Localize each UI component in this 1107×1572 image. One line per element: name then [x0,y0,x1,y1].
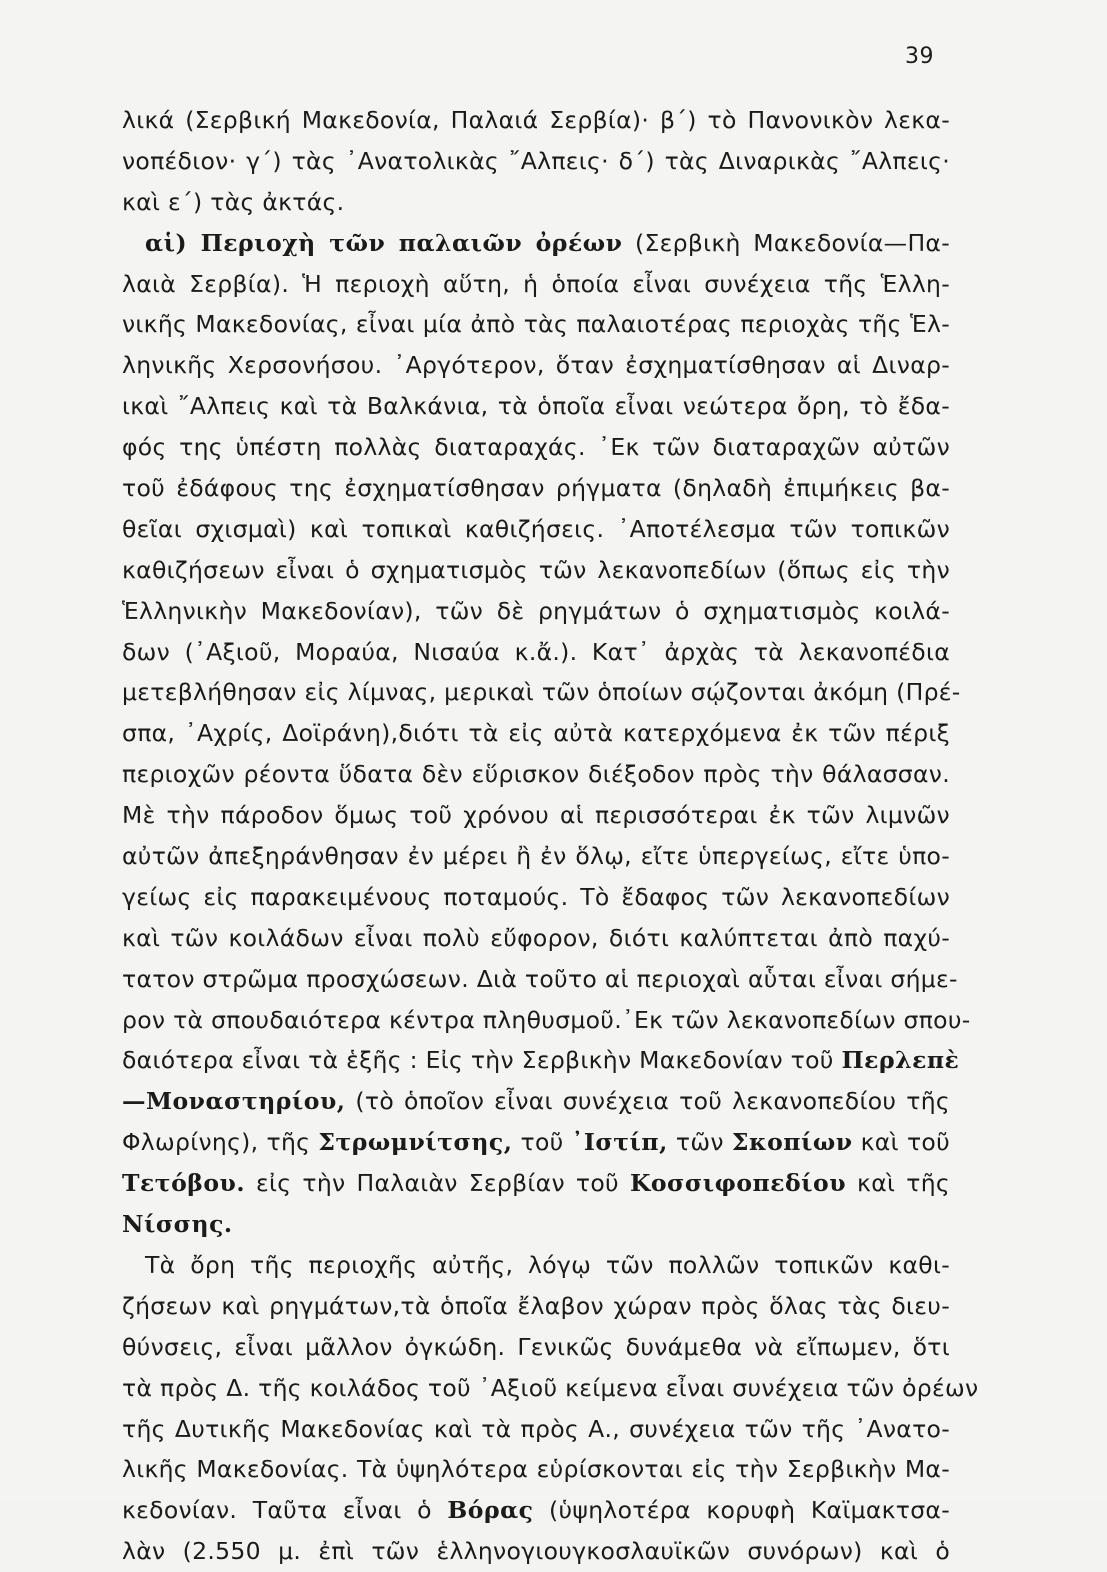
text-segment: (Σερβικὴ Μακεδονία—Πα- [622,228,950,257]
bold-term: αἱ) Περιοχὴ τῶν παλαιῶν ὀρέων [145,228,623,257]
text-segment: δων (᾿Αξιοῦ, Μοραύα, Νισαύα κ.ἄ.). Κατ᾿ ἀρχὰς τὰ λεκανοπέδια [122,637,950,666]
bold-term: Κοσσιφοπεδίου [629,1169,847,1198]
text-segment: λικῆς Μακεδονίας. Τὰ ὑψηλότερα εὑρίσκονται εἰς τὴν Σερβικὴν Μα- [122,1455,950,1484]
text-line [122,959,958,1000]
text-line [122,1327,950,1368]
bold-term: Σκοπίων [731,1128,853,1157]
text-segment: Ἑλληνικὴν Μακεδονίαν), τῶν δὲ ρηγμάτων ὁ σχηματισμὸς κοιλά- [122,596,950,625]
text-segment: αὐτῶν ἀπεξηράνθησαν ἐν μέρει ἢ ἐν ὅλῳ, εἴτε ὑπεργείως, εἴτε ὑπο- [122,842,950,871]
text-line [122,918,950,959]
text-line [122,427,950,468]
text-segment: φός της ὑπέστη πολλὰς διαταραχάς. ᾿Εκ τῶν διαταραχῶν αὐτῶν [122,433,950,462]
text-line [122,304,950,345]
text-segment: (ὑψηλοτέρα κορυφὴ Καϊμακτσα- [533,1496,950,1525]
text-segment: Μὲ τὴν πάροδον ὅμως τοῦ χρόνου αἱ περισσότεραι ἐκ τῶν λιμνῶν [122,801,950,830]
text-segment: θύνσεις, εἶναι μᾶλλον ὀγκώδη. Γενικῶς δυνάμεθα νὰ εἴπωμεν, ὅτι [122,1332,950,1361]
text-line [122,1409,950,1450]
text-line [122,836,950,877]
text-line [122,182,950,223]
text-line [122,1163,950,1204]
bold-term: Τετόβου. [122,1169,246,1198]
text-segment: δαιότερα εἶναι τὰ ἑξῆς : Εἰς τὴν Σερβικὴν Μακεδονίαν τοῦ [122,1046,842,1075]
text-segment: καὶ τῆς [846,1169,950,1198]
text-segment: ρον τὰ σπουδαιότερα κέντρα πληθυσμοῦ.᾿Εκ τῶν λεκανοπεδίων σπου- [122,1005,971,1034]
text-line [122,1204,950,1245]
text-segment: θεῖαι σχισμαὶ) καὶ τοπικαὶ καθιζήσεις. ᾿Αποτέλεσμα τῶν τοπικῶν [122,514,950,543]
text-line [122,795,950,836]
text-line [122,509,950,550]
text-line [122,713,950,754]
bold-term: Νίσσης. [122,1210,233,1239]
text-segment: νικῆς Μακεδονίας, εἶναι μία ἀπὸ τὰς παλαιοτέρας περιοχὰς τῆς Ἑλ- [122,310,950,339]
text-line [122,100,950,141]
text-line [122,1368,979,1409]
text-segment: καὶ ε΄) τὰς ἀκτάς. [122,187,345,216]
text-segment: γείως εἰς παρακειμένους ποταμούς. Τὸ ἔδαφος τῶν λεκανοπεδίων [122,882,950,911]
text-line [122,754,950,795]
text-line [122,672,961,713]
bold-term: Βόρας [447,1496,534,1525]
text-line [122,264,950,305]
bold-term: Στρωμνίτσης, [318,1128,513,1157]
text-line [122,1000,971,1041]
text-segment: τοῦ ἐδάφους της ἐσχηματίσθησαν ρήγματα (δηλαδὴ ἐπιμήκεις βα- [122,474,950,503]
text-segment: περιοχῶν ρέοντα ὕδατα δὲν εὕρισκον διέξοδον πρὸς τὴν θάλασσαν. [122,760,950,789]
text-line [122,1040,960,1081]
text-segment: τῆς Δυτικῆς Μακεδονίας καὶ τὰ πρὸς Α., συνέχεια τῶν τῆς ᾿Ανατο- [122,1414,950,1443]
text-line [122,1490,950,1531]
text-line [122,468,950,509]
text-segment: σπα, ᾿Αχρίς, Δοϊράνη),διότι τὰ εἰς αὐτὰ κατερχόμενα ἐκ τῶν πέριξ [122,719,950,748]
text-segment: καὶ τοῦ [852,1128,950,1157]
text-segment: λὰν (2.550 μ. ἐπὶ τῶν ἑλληνογιουγκοσλαυϊκῶν συνόρων) καὶ ὁ [122,1537,950,1566]
page-number: 39 [905,44,934,69]
bold-term: Περλεπὲ [841,1046,960,1075]
text-segment: ικαὶ ῎Αλπεις καὶ τὰ Βαλκάνια, τὰ ὁποῖα εἶναι νεώτερα ὄρη, τὸ ἔδα- [122,392,950,421]
text-segment: καθιζήσεων εἶναι ὁ σχηματισμὸς τῶν λεκανοπεδίων (ὅπως εἰς τὴν [122,555,950,584]
text-segment: καὶ τῶν κοιλάδων εἶναι πολὺ εὔφορον, διότι καλύπτεται ἀπὸ παχύ- [122,923,950,952]
text-line [122,1122,950,1163]
text-line [122,223,950,264]
text-line [122,386,950,427]
text-line [122,1286,950,1327]
body-text [122,100,979,1572]
text-segment: εἰς τὴν Παλαιὰν Σερβίαν τοῦ [245,1169,630,1198]
text-segment: τοῦ [512,1128,572,1157]
text-segment: νοπέδιον· γ΄) τὰς ᾿Ανατολικὰς ῎Αλπεις· δ΄) τὰς Διναρικὰς ῎Αλπεις· [122,146,950,175]
text-line [122,591,950,632]
bold-term: —Μοναστηρίου, [122,1087,346,1116]
text-segment: λικά (Σερβική Μακεδονία, Παλαιά Σερβία)· β΄) τὸ Πανονικὸν λεκα- [122,106,950,134]
text-line [122,1531,950,1572]
text-segment: Φλωρίνης), τῆς [122,1128,319,1157]
text-segment: Τὰ ὄρη τῆς περιοχῆς αὐτῆς, λόγῳ τῶν πολλῶν τοπικῶν καθι- [145,1250,950,1279]
text-segment: κεδονίαν. Ταῦτα εἶναι ὁ [122,1496,448,1525]
text-segment: ληνικῆς Χερσονήσου. ᾿Αργότερον, ὅταν ἐσχηματίσθησαν αἱ Διναρ- [122,351,950,380]
text-line [122,1245,950,1286]
text-line [122,877,950,918]
text-line [122,1449,950,1490]
text-segment: τῶν [667,1128,732,1157]
text-segment: λαιὰ Σερβία). Ἡ περιοχὴ αὕτη, ἡ ὁποία εἶναι συνέχεια τῆς Ἑλλη- [122,269,950,298]
text-line [122,632,950,673]
text-line [122,1081,950,1122]
text-segment: τὰ πρὸς Δ. τῆς κοιλάδος τοῦ ᾿Αξιοῦ κείμενα εἶναι συνέχεια τῶν ὀρέων [122,1373,979,1402]
text-segment: τατον στρῶμα προσχώσεων. Διὰ τοῦτο αἱ περιοχαὶ αὗται εἶναι σήμε- [122,964,958,993]
bold-term: ᾿Ιστίπ, [571,1128,668,1157]
text-segment: μετεβλήθησαν εἰς λίμνας, μερικαὶ τῶν ὁποίων σῴζονται ἀκόμη (Πρέ- [122,678,961,707]
text-segment: (τὸ ὁποῖον εἶναι συνέχεια τοῦ λεκανοπεδίου τῆς [345,1087,950,1116]
text-line [122,141,950,182]
text-line [122,345,950,386]
text-segment: ζήσεων καὶ ρηγμάτων,τὰ ὁποῖα ἔλαβον χώραν πρὸς ὅλας τὰς διευ- [122,1291,950,1320]
text-line [122,550,950,591]
